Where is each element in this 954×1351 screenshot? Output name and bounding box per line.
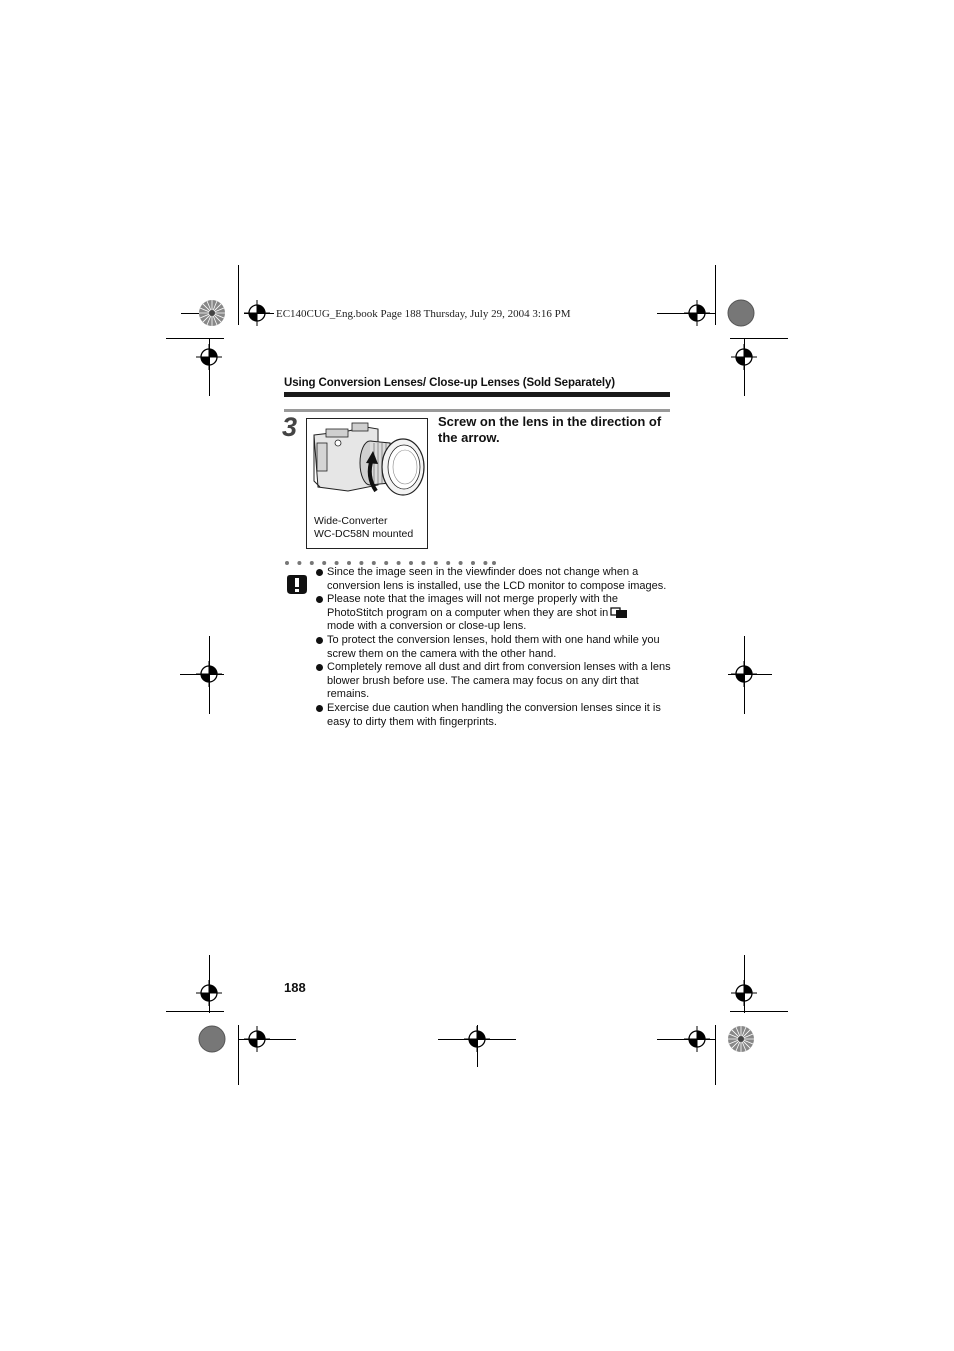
step-number: 3 xyxy=(282,412,298,442)
caution-item: To protect the conversion lenses, hold them with one hand while you screw them on the camera with the other hand. xyxy=(316,634,672,661)
registration-mark-icon xyxy=(731,661,757,687)
stitch-assist-icon xyxy=(610,607,628,618)
section-title: Using Conversion Lenses/ Close-up Lenses (Sold Separately) xyxy=(284,377,615,389)
registration-mark-icon xyxy=(731,980,757,1006)
color-circle-icon xyxy=(728,300,754,326)
caution-item: Exercise due caution when handling the conversion lenses since it is easy to dirty them with fingerprints. xyxy=(316,702,672,729)
caution-item: Since the image seen in the viewfinder does not change when a conversion lens is installed, use the LCD monitor to compose images. xyxy=(316,566,672,593)
registration-mark-icon xyxy=(196,344,222,370)
color-circle-icon xyxy=(728,1026,754,1052)
caution-item: Completely remove all dust and dirt from conversion lenses with a lens blower brush before use. The camera may focus on any dirt that remains. xyxy=(316,661,672,702)
registration-mark-icon xyxy=(196,980,222,1006)
book-info: EC140CUG_Eng.book Page 188 Thursday, July 29, 2004 3:16 PM xyxy=(276,308,571,320)
color-circle-icon xyxy=(199,1026,225,1052)
color-circle-icon xyxy=(199,300,225,326)
registration-mark-icon xyxy=(731,344,757,370)
registration-mark-icon xyxy=(684,300,710,326)
caution-icon xyxy=(285,572,309,596)
figure-caption xyxy=(314,515,413,540)
caution-item xyxy=(316,593,672,634)
caution-item-text: mode with a conversion or close-up lens. xyxy=(327,620,527,633)
title-rule xyxy=(284,392,670,397)
registration-mark-icon xyxy=(196,661,222,687)
caution-item-text: Please note that the images will not merge properly with the PhotoStitch program on a computer when they are shot in xyxy=(327,593,619,619)
caution-list xyxy=(316,566,672,729)
camera-with-converter-drawing xyxy=(308,421,428,516)
step-rule xyxy=(284,409,670,412)
registration-mark-icon xyxy=(684,1026,710,1052)
page-number: 188 xyxy=(284,980,306,995)
figure-caption-line2: WC-DC58N mounted xyxy=(314,527,414,540)
registration-mark-icon xyxy=(244,300,270,326)
registration-mark-icon xyxy=(244,1026,270,1052)
registration-mark-icon xyxy=(464,1026,490,1052)
step-instruction: Screw on the lens in the direction of the arrow. xyxy=(438,414,662,445)
figure-caption-line1: Wide-Converter xyxy=(314,515,388,527)
